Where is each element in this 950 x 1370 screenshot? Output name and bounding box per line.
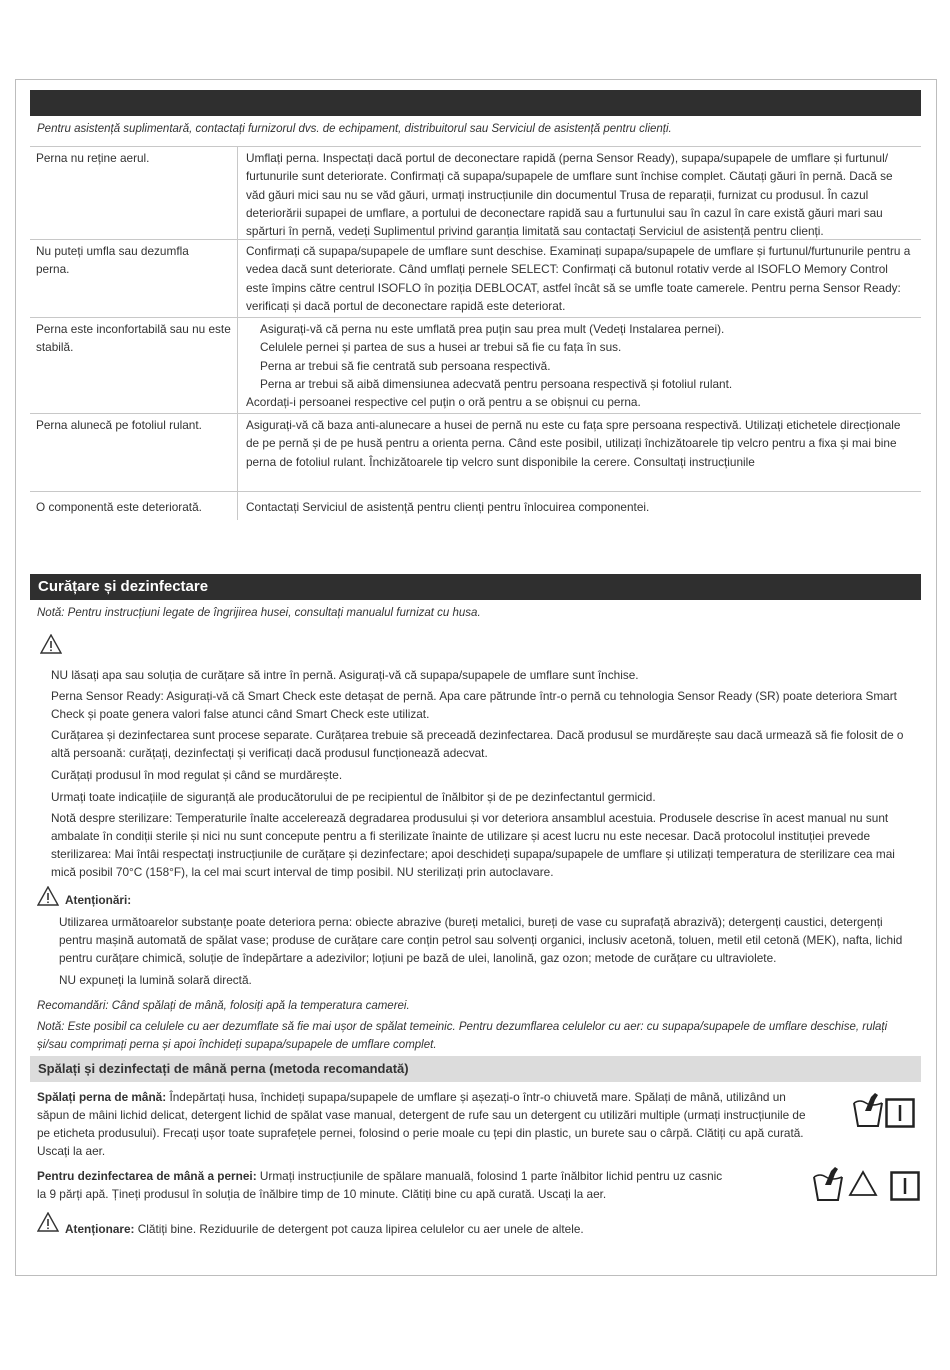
hand-wash-icon (811, 1165, 845, 1203)
warning-triangle-icon (40, 634, 62, 654)
warning-triangle-icon (37, 1212, 59, 1232)
disinfect-paragraph (37, 1167, 727, 1203)
table-row (30, 492, 921, 520)
cleaning-note: Notă: Pentru instrucțiuni legate de îngrijirea husei, consultați manualul furnizat cu husa. (37, 607, 481, 619)
problem-cell: Perna este inconfortabilă sau nu este stabilă. (30, 318, 238, 413)
table-row (30, 414, 921, 492)
solution-line: Perna ar trebui să aibă dimensiunea adecvată pentru persoana respectivă și fotoliul rulant. (260, 376, 733, 391)
tumble-dry-prohibited-icon (890, 1171, 920, 1201)
warning-item: Urmați toate indicațiile de siguranță ale producătorului de pe recipientul de înălbitor și de pe dezinfectantul germicid. (51, 790, 656, 804)
subsection-title: Spălați și dezinfectați de mână perna (metoda recomandată) (30, 1056, 921, 1082)
troubleshooting-header-bar (30, 90, 921, 116)
section-title: Curățare și dezinfectare (30, 574, 921, 600)
table-row (30, 318, 921, 414)
problem-cell: Nu puteți umfla sau dezumfla perna. (30, 240, 238, 317)
solution-line: Acordați-i persoanei respective cel puțin o oră pentru a se obișnui cu perna. (246, 395, 641, 410)
hand-wash-text: Îndepărtați husa, închideți supapa/supapele de umflare și așezați-o într-o chiuvetă mare. Spălați de mână, utilizând un săpun de mâini lichid delicat, detergent lichid de spălat vase manual, detergent de rufe sau un detergent cu utilizări multiple (urmați instrucțiunile de pe eticheta produsului). Frecați ușor toate suprafețele pernei, folosind o perie moale cu țepi din plastic, un burete sau o cârpă. Clătiți cu apă curată. Uscați la aer. (37, 1090, 806, 1158)
table-row (30, 146, 921, 240)
warning-item: Notă despre sterilizare: Temperaturile înalte accelerează degradarea produsului și vor deteriora ansamblul acestuia. Produsele descrise în acest manual nu sunt ambalate în condiții sterile și nici nu sunt concepute pentru a fi sterilizate înainte de utilizare și acest lucru nu este necesar. Dacă protocolul instituției prevede sterilizarea: Mai întâi respectați instrucțiunile de curățare și dezinfectare; apoi deschideți supapa/supapele de umflare și utilizați temperatura de sterilizare cea mai mică posibil 70°C (158°F), la cel mai scurt interval de timp posibil. NU sterilizați prin autoclavare. (51, 811, 895, 879)
recommendation-note: Recomandări: Când spălați de mână, folosiți apă la temperatura camerei. (37, 1000, 410, 1012)
solution-cell: Umflați perna. Inspectați dacă portul de deconectare rapidă (perna Sensor Ready), supapa/supapele de umflare și furtunul/ furtunurile sunt deteriorate. Confirmați că supapa/supapele de umflare sunt închise complet. Căutați găuri în pernă. Dacă se văd găuri mici sau nu se văd găuri, urmați instrucțiunile din documentul Trusa de reparații, furnizat cu produsul. În cazul deteriorării supapei de umflare, a portului de deconectare rapidă sau a furtunului sau în cazul în care există găuri mari sau spărturi în pernă, vedeți Suplimentul privind garanția limitată sau contactați Serviciul de asistență pentru clienți. (246, 151, 893, 239)
hand-wash-paragraph (37, 1088, 807, 1160)
solution-cell: Asigurați-vă că baza anti-alunecare a husei de pernă nu este cu fața spre persoana respectivă. Utilizați etichetele direcționale de pe pernă și de pe husă pentru a orienta perna. Când este posibil, utilizați închizătoarele tip velcro pentru a fixa și mai bine perna de fotoliul rulant. Închizătoarele tip velcro sunt disponibile la cerere. Consultați instrucțiunile (246, 418, 901, 469)
warning-triangle-icon (37, 886, 59, 906)
solution-cell (238, 318, 921, 413)
hand-wash-label: Spălați perna de mână: (37, 1090, 167, 1104)
warning-item: Curățați produsul în mod regulat și când se murdărește. (51, 768, 343, 782)
troubleshooting-table (30, 146, 921, 520)
tumble-dry-prohibited-icon (885, 1098, 915, 1128)
warning-item: NU lăsați apa sau soluția de curățare să intre în pernă. Asigurați-vă că supapa/supapele de umflare sunt închise. (51, 668, 639, 682)
troubleshooting-note: Pentru asistență suplimentară, contactați furnizorul dvs. de echipament, distribuitorul sau Serviciul de asistență pentru clienți. (37, 123, 672, 135)
caution-item: NU expuneți la lumină solară directă. (59, 973, 252, 987)
warning-item: Perna Sensor Ready: Asigurați-vă că Smart Check este detașat de pernă. Apa care pătrunde într-o pernă cu tehnologia Sensor Ready (SR) poate deteriora Smart Check și poate genera valori false atunci când Smart Check este utilizat. (51, 689, 897, 721)
deflate-note: Notă: Este posibil ca celulele cu aer dezumflate să fie mai ușor de spălat temeinic. Pentru dezumflarea celulelor cu aer: cu supapa/supapele de umflare deschise, rulați și/sau comprimați perna și apoi închideți supapa/supapele de umflare complet. (37, 1021, 888, 1051)
solution-line: Celulele pernei și partea de sus a husei ar trebui să fie cu fața în sus. (260, 340, 622, 355)
solution-line: Perna ar trebui să fie centrată sub persoana respectivă. (260, 358, 551, 373)
problem-cell: Perna alunecă pe fotoliul rulant. (30, 414, 238, 491)
problem-cell: Perna nu reține aerul. (30, 147, 238, 239)
final-warning (65, 1220, 865, 1238)
final-warning-text: Clătiți bine. Reziduurile de detergent pot cauza lipirea celulelor cu aer unele de altele. (137, 1222, 584, 1236)
table-row (30, 240, 921, 318)
solution-cell: Confirmați că supapa/supapele de umflare sunt deschise. Examinați supapa/supapele de umflare și furtunul/furtunurile pentru a vedea dacă sunt deteriorate. Când umflați pernele SELECT: Confirmați că butonul rotativ verde al ISOFLO Memory Control este împins către centrul ISOFLO în poziția DEBLOCAT, astfel încât să se umfle toate camerele. Pentru perna Sensor Ready: verificați și dacă portul de deconectare rapidă este deteriorat. (246, 244, 911, 313)
cautions-title: Atenționări: (65, 893, 132, 907)
disinfect-text: Urmați instrucțiunile de spălare manuală, folosind 1 parte înălbitor lichid pentru uz casnic la 9 părți apă. Țineți produsul în soluția de înălbire timp de 10 minute. Clătiți bine cu apă curată. Uscați la aer. (37, 1169, 723, 1201)
caution-item: Utilizarea următoarelor substanțe poate deteriora perna: obiecte abrazive (bureți metalici, bureți de vase cu suprafață abrazivă); detergenți caustici, detergenți pentru mașină automată de spălat vase; produse de curățare care conțin petrol sau solvenți organici, inclusiv acetonă, toluen, metil etil cetonă (MEK), nafta, lichid pentru curățare chimică, soluție de îndepărtare a adezivilor; loțiuni pe bază de ulei, lanolină, gaz ozon; metode de curățare cu ultraviolete. (59, 915, 903, 965)
solution-cell: Contactați Serviciul de asistență pentru clienți pentru înlocuirea componentei. (246, 500, 650, 514)
solution-line: Asigurați-vă că perna nu este umflată prea puțin sau prea mult (Vedeți Instalarea pernei). (260, 322, 725, 336)
hand-wash-icon (851, 1091, 885, 1129)
final-warning-label: Atenționare: (65, 1222, 135, 1236)
problem-cell: O componentă este deteriorată. (30, 492, 238, 520)
bleach-triangle-icon (848, 1170, 878, 1197)
disinfect-label: Pentru dezinfectarea de mână a pernei: (37, 1169, 257, 1183)
warning-item: Curățarea și dezinfectarea sunt procese separate. Curățarea trebuie să preceadă dezinfectarea. Dacă produsul se murdărește sau dacă urmează să fie folosit de o altă persoană: curățați, dezinfectați și verificați dacă produsul funcționează adecvat. (51, 728, 904, 760)
